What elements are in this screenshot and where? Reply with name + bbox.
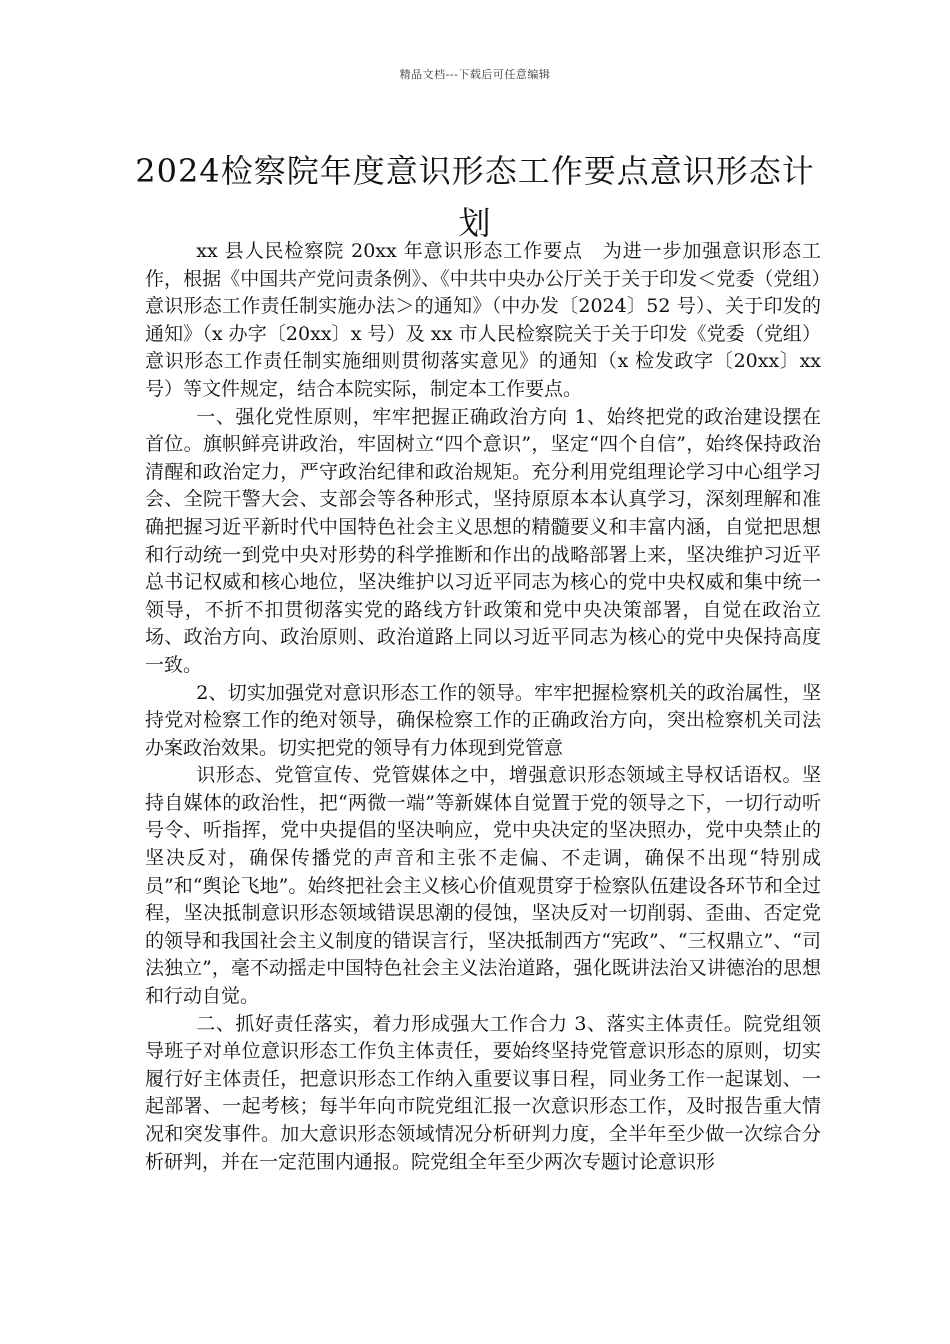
paragraph-section-1: 一、强化党性原则，牢牢把握正确政治方向 1、始终把党的政治建设摆在首位。旗帜鲜亮讲政治，牢固树立“四个意识”，坚定“四个自信”，始终保持政治清醒和政治定力，严守政治纪律和政治规矩。充分利用党组理论学习中心组学习会、全院干警大会、支部会等各种形式，坚持原原本本认真学习，深刻理解和准确把握习近平新时代中国特色社会主义思想的精髓要义和丰富内涵，自觉把思想和行动统一到党中央对形势的科学推断和作出的战略部署上来，坚决维护习近平总书记权威和核心地位，坚决维护以习近平同志为核心的党中央权威和集中统一领导，不折不扣贯彻落实党的路线方针政策和党中央决策部署，自觉在政治立场、政治方向、政治原则、政治道路上同以习近平同志为核心的党中央保持高度一致。 [145,405,821,676]
paragraph-section-2: 二、抓好责任落实，着力形成强大工作合力 3、落实主体责任。院党组领导班子对单位意识形态工作负主体责任，要始终坚持党管意识形态的原则，切实履行好主体责任，把意识形态工作纳入重要议事日程，同业务工作一起谋划、一起部署、一起考核；每半年向市院党组汇报一次意识形态工作，及时报告重大情况和突发事件。加大意识形态领域情况分析研判力度，全半年至少做一次综合分析研判，并在一定范围内通报。院党组全年至少两次专题讨论意识形 [145,1012,821,1173]
paragraph-item-2-continued: 识形态、党管宣传、党管媒体之中，增强意识形态领域主导权话语权。坚持自媒体的政治性，把“两微一端”等新媒体自觉置于党的领导之下，一切行动听号令、听指挥，党中央提倡的坚决响应，党中央决定的坚决照办，党中央禁止的坚决反对，确保传播党的声音和主张不走偏、不走调，确保不出现“特别成员”和“舆论飞地”。始终把社会主义核心价值观贯穿于检察队伍建设各环节和全过程，坚决抵制意识形态领域错误思潮的侵蚀，坚决反对一切削弱、歪曲、否定党的领导和我国社会主义制度的错误言行，坚决抵制西方“宪政”、“三权鼎立”、“司法独立”，毫不动摇走中国特色社会主义法治道路，强化既讲法治又讲德治的思想和行动自觉。 [145,764,821,1008]
paragraph-item-2: 2、切实加强党对意识形态工作的领导。牢牢把握检察机关的政治属性，坚持党对检察工作的绝对领导，确保检察工作的正确政治方向，突出检察机关司法办案政治效果。切实把党的领导有力体现到党管意 [145,681,821,759]
document-title: 2024检察院年度意识形态工作要点意识形态计划 [135,152,815,243]
paragraph-intro: xx 县人民检察院 20xx 年意识形态工作要点 为进一步加强意识形态工作，根据《中国共产党问责条例》、《中共中央办公厅关于关于印发＜党委（党组）意识形态工作责任制实施办法＞的通知》（中办发〔2024〕52 号）、关于印发的通知》（x 办字〔20xx〕x 号）及 xx 市人民检察院关于关于印发《党委（党组）意识形态工作责任制实施细则贯彻落实意见》的通知（x 检发政字〔20xx〕xx 号）等文件规定，结合本院实际，制定本工作要点。 [145,240,821,400]
header-note: 精品文档---下载后可任意编辑 [399,68,551,81]
document-body [145,238,821,1176]
